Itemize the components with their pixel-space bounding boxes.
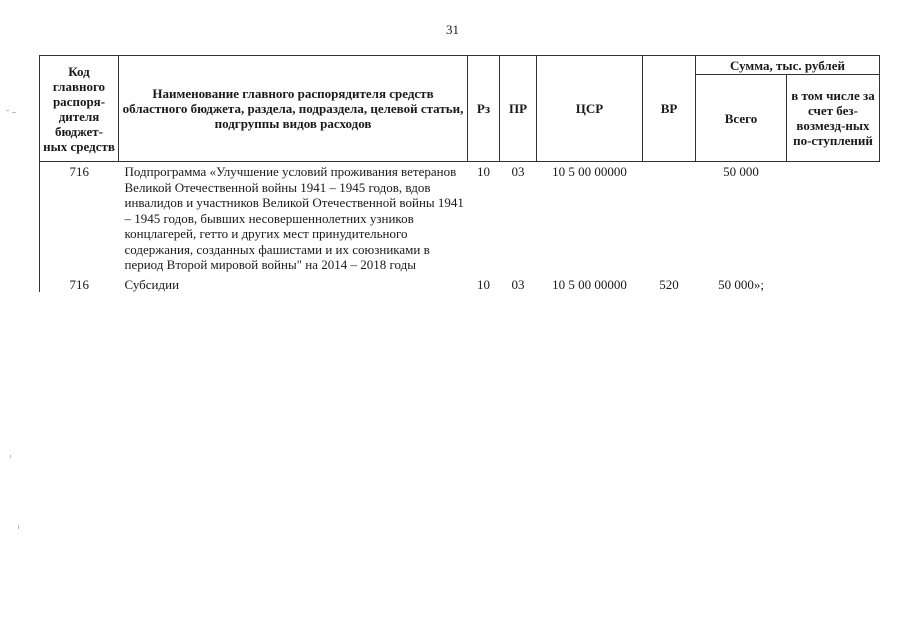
page-number: 31 [446, 22, 459, 37]
scan-mark [12, 112, 16, 113]
row-gratuitous [787, 273, 880, 293]
header-pr: ПР [500, 56, 537, 162]
row-rz: 10 [477, 276, 490, 292]
row-csr: 10 5 00 00000 [552, 276, 627, 292]
header-sum: Сумма, тыс. рублей [696, 56, 880, 75]
row-total: 50 000 [723, 164, 759, 179]
scan-mark [18, 525, 19, 529]
row-name: Подпрограмма «Улучшение условий проживания ветеранов Великой Отечественной войны 1941 – 1945 годов, вдов инвалидов и участников Великой Отечественной войны 1941 – 1945 годов, бывших несовершеннолетних узников концлагерей, гетто и других мест принудительного содержания, созданных фашистами и их союзниками в период Второй мировой войны" на 2014 – 2018 годы [124, 164, 464, 272]
row-gratuitous [787, 162, 880, 273]
row-pr: 03 [511, 276, 525, 292]
row-pr: 03 [511, 164, 525, 179]
header-total: Всего [696, 75, 787, 162]
table-row [40, 273, 880, 293]
row-code: 716 [40, 162, 119, 273]
budget-table [39, 55, 880, 292]
scan-mark [6, 110, 9, 111]
header-name: Наименование главного распорядителя средств областного бюджета, раздела, подраздела, целевой статьи, подгруппы видов расходов [119, 56, 468, 162]
row-vr: 520 [659, 276, 679, 292]
row-rz: 10 [477, 164, 490, 179]
row-csr: 10 5 00 00000 [552, 164, 627, 179]
table-header [40, 56, 880, 162]
row-vr [643, 162, 696, 273]
header-gratuitous: в том числе за счет без-возмезд-ных по-ступлений [787, 75, 880, 162]
row-total: 50 000»; [718, 276, 764, 292]
header-vr: ВР [643, 56, 696, 162]
header-rz: Рз [468, 56, 500, 162]
row-name: Субсидии [124, 276, 180, 292]
table-row [40, 162, 880, 273]
header-code: Код главного распоря-дителя бюджет-ных средств [40, 56, 119, 162]
header-csr: ЦСР [537, 56, 643, 162]
row-code: 716 [40, 273, 119, 293]
scan-mark [10, 455, 11, 458]
